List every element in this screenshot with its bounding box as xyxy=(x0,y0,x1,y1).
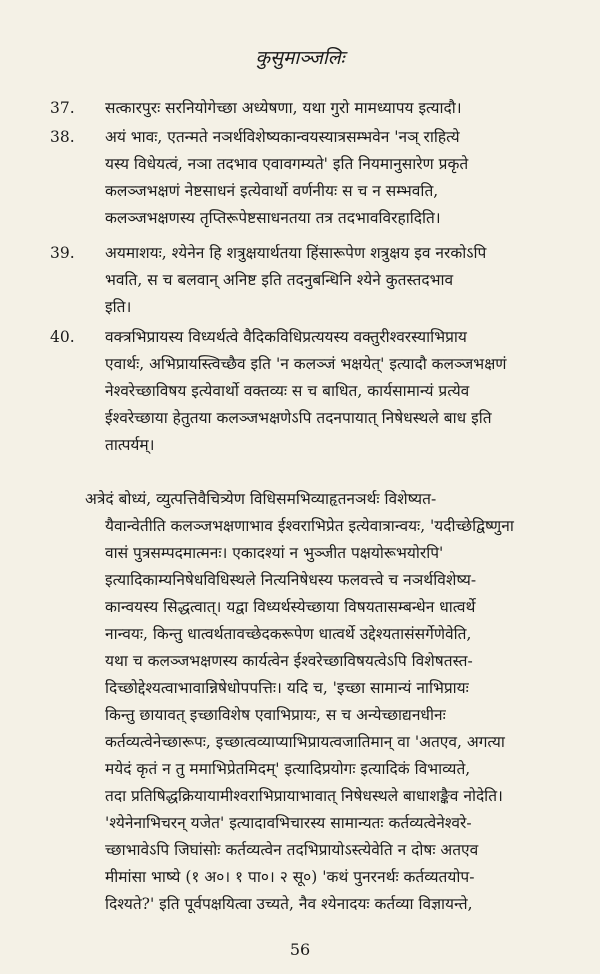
paragraph-line: दिच्छोद्देश्यत्वाभावान्निषेधोपपत्तिः। यदि च, 'इच्छा सामान्यं नाभिप्रायः xyxy=(105,679,469,697)
footnote-40 xyxy=(50,324,570,459)
commentary-paragraph xyxy=(85,486,570,918)
paragraph-line: नान्वयः, किन्तु धात्वर्थतावच्छेदकरूपेण धात्वर्थे उद्देश्यतासंसर्गेणेवेति, xyxy=(105,625,472,643)
paragraph-line: च्छाभावेऽपि जिघांसोः कर्तव्यत्वेन तदभिप्रायोऽस्त्येवेति न दोषः अतएव xyxy=(105,841,479,859)
footnote-line: एवार्थः, अभिप्रायस्त्विच्छैव इति 'न कलञ्जं भक्षयेत्' इत्यादौ कलञ्जभक्षणं xyxy=(105,355,507,373)
footnote-body xyxy=(105,324,570,459)
paragraph-line: यथा च कलञ्जभक्षणस्य कार्यत्वेन ईश्वरेच्छाविषयत्वेऽपि विशेषतस्त- xyxy=(105,652,473,670)
page-header-title: कुसुमाञ्जलिः xyxy=(255,47,345,69)
footnote-line: अयं भावः, एतन्मते नञर्थविशेष्यकान्वयस्यात्रसम्भवेन 'नञ् राहित्ये xyxy=(105,128,460,146)
footnote-line: कलञ्जभक्षणं नेष्टसाधनं इत्येवार्थो वर्णनीयः स च न सम्भवति, xyxy=(105,182,439,200)
paragraph-line: इत्यादिकाम्यनिषेधविधिस्थले नित्यनिषेधस्य फलवत्त्वे च नञर्थविशेष्य- xyxy=(105,571,477,589)
footnote-line: ईश्वरेच्छाया हेतुतया कलञ्जभक्षणेऽपि तदनपायात् निषेधस्थले बाध इति xyxy=(105,409,492,427)
footnote-number: 38. xyxy=(50,128,75,146)
footnote-number: 40. xyxy=(50,328,75,346)
footnote-line: यस्य विधेयत्वं, नञा तदभाव एवावगम्यते' इति नियमानुसारेण प्रकृते xyxy=(105,155,469,173)
footnote-line: नेश्वरेच्छाविषय इत्येवार्थो वक्तव्यः स च बाधित, कार्यसामान्यं प्रत्येव xyxy=(105,382,470,400)
paragraph-line: यैवान्वेतीति कलञ्जभक्षणाभाव ईश्वराभिप्रेत इत्येवात्रान्वयः, 'यदीच्छेद्विष्णुना xyxy=(105,517,514,535)
footnote-body xyxy=(105,124,570,232)
footnote-37 xyxy=(50,95,570,122)
footnote-body xyxy=(105,95,570,122)
footnote-line: भवति, स च बलवान् अनिष्ट इति तदनुबन्धिनि श्येने कुतस्तदभाव xyxy=(105,271,454,289)
footnote-line: वक्त्रभिप्रायस्य विध्यर्थत्वे वैदिकविधिप्रत्ययस्य वक्तुरीश्वरस्याभिप्राय xyxy=(105,328,467,346)
paragraph-line: कान्वयस्य सिद्धत्वात्। यद्वा विध्यर्थस्येच्छाया विषयतासम्बन्धेन धात्वर्थे xyxy=(105,598,476,616)
footnote-number: 37. xyxy=(50,99,75,117)
footnote-line: कलञ्जभक्षणस्य तृप्तिरूपेष्टसाधनतया तत्र तदभावविरहादिति। xyxy=(105,209,441,227)
footnote-line: सत्कारपुरः सरनियोगेच्छा अध्येषणा, यथा गुरो मामध्यापय इत्यादौ। xyxy=(105,99,462,117)
paragraph-line: कर्तव्यत्वेनेच्छारूपः, इच्छात्वव्याप्याभिप्रायत्वजातिमान् वा 'अतएव, अगत्या xyxy=(105,733,505,751)
paragraph-line: अत्रेदं बोध्यं, व्युत्पत्तिवैचित्र्येण विधिसमभिव्याहृतनञर्थः विशेष्यत- xyxy=(85,490,437,508)
footnote-line: तात्पर्यम्। xyxy=(105,436,155,454)
footnote-line: अयमाशयः, श्येनेन हि शत्रुक्षयार्थतया हिंसारूपेण शत्रुक्षय इव नरकोऽपि xyxy=(105,244,487,262)
paragraph-line: तदा प्रतिषिद्धक्रियायामीश्वराभिप्रायाभावात् निषेधस्थले बाधाशङ्कैव नोदेति। xyxy=(105,787,503,805)
footnote-38 xyxy=(50,124,570,232)
paragraph-line: मयेदं कृतं न तु ममाभिप्रेतमिदम्' इत्यादिप्रयोगः इत्यादिकं विभाव्यते, xyxy=(105,760,471,778)
footnote-line: इति। xyxy=(105,298,132,316)
footnote-number: 39. xyxy=(50,244,75,262)
paragraph-line: मीमांसा भाष्ये (१ अ०। १ पा०। २ सू०) 'कथं पुनरनर्थः कर्तव्यतयोप- xyxy=(105,868,475,886)
page-number: 56 xyxy=(289,940,311,959)
paragraph-line: 'श्येनेनाभिचरन् यजेत' इत्यादावभिचारस्य सामान्यतः कर्तव्यत्वेनेश्वरे- xyxy=(105,814,472,832)
footnote-39 xyxy=(50,240,570,321)
paragraph-line: वासं पुत्रसम्पदमात्मनः। एकादश्यां न भुञ्जीत पक्षयोरूभयोरपि' xyxy=(105,544,444,562)
footnote-body xyxy=(105,240,570,321)
paragraph-line: दिश्यते?' इति पूर्वपक्षयित्वा उच्यते, नैव श्येनादयः कर्तव्या विज्ञायन्ते, xyxy=(105,895,473,913)
paragraph-line: किन्तु छायावत् इच्छाविशेष एवाभिप्रायः, स च अन्येच्छाद्यनधीनः xyxy=(105,706,446,724)
